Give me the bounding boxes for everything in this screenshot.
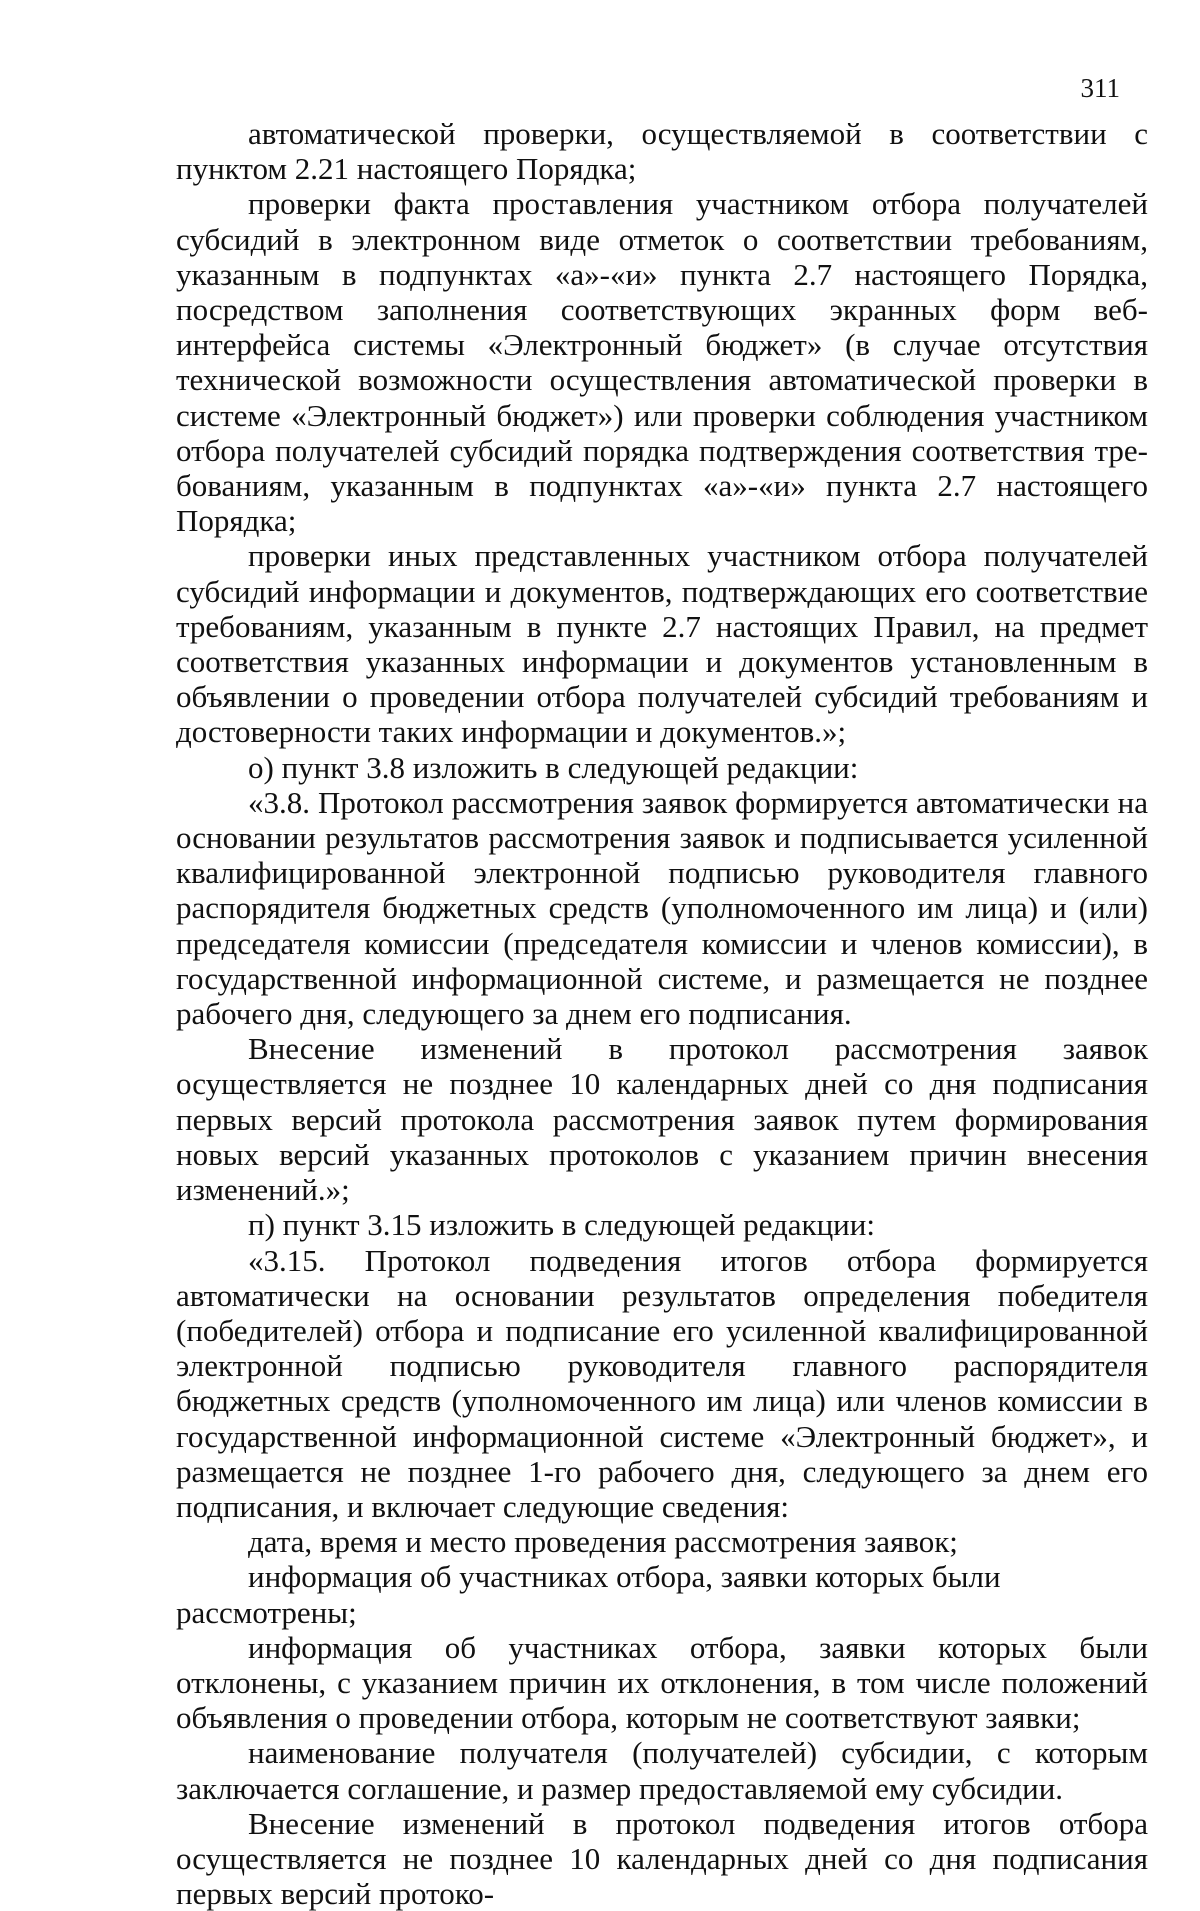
paragraph-requirements-marks-check: проверки факта проставления участником отбора получателей субсидий в электронном виде отметок о соответствии требованиям, указанным в подпунктах «а»-«и» пункта 2.7 настоящего Порядка, посредством заполнения соответствующих экранных форм веб-интерфейса системы «Электронный бюджет» (в случае отсутствия технической возможности осуществления автоматической проверки в системе «Электронный бюджет») или проверки соблюдения участником отбора получателей субсидий порядка подтверждения соответствия требованиям, указанным в подпунктах «а»-«и» пункта 2.7 настоящего Порядка; (176, 186, 1148, 539)
list-item-recipient-name: наименование получателя (получателей) субсидии, с которым заключается соглашение, и размер предоставляемой ему субсидии. (176, 1735, 1148, 1806)
page-number: 311 (1080, 73, 1120, 103)
paragraph-3-8-protocol: «3.8. Протокол рассмотрения заявок формируется автоматически на основании результатов рассмотрения заявок и подписывается усиленной квалифицированной электронной подписью руководителя главного распорядителя бюджетных средств (уполномоченного им лица) и (или) председателя комиссии (председателя комиссии и членов комиссии), в государственной информационной системе, и размещается не позднее рабочего дня, следующего за днем его подписания. (176, 784, 1148, 1032)
paragraph-3-15-amendments: Внесение изменений в протокол подведения итогов отбора осуществляется не позднее 10 календарных дней со дня подписания первых версий протоко- (176, 1805, 1148, 1911)
list-item-reviewed-participants: информация об участниках отбора, заявки которых были рассмотрены; (176, 1559, 1001, 1630)
list-item-rejected-participants: информация об участниках отбора, заявки которых были отклонены, с указанием причин их отклонения, в том числе положений объявления о проведении отбора, которым не соответствуют заявки; (176, 1629, 1148, 1736)
document-body (176, 116, 1148, 1911)
paragraph-automatic-check: автоматической проверки, осуществляемой в соответствии с пунктом 2.21 настоящего Порядка; (176, 116, 1148, 187)
paragraph-clause-p: п) пункт 3.15 изложить в следующей редакции: (248, 1207, 875, 1243)
paragraph-3-15-protocol: «3.15. Протокол подведения итогов отбора формируется автоматически на основании результатов определения победителя (победителей) отбора и подписание его усиленной квалифицированной электронной подписью руководителя главного распорядителя бюджетных средств (уполномоченного им лица) или членов комиссии в государственной информационной системе «Электронный бюджет», и размещается не позднее 1-го рабочего дня, следующего за днем его подписания, и включает следующие сведения: (176, 1242, 1148, 1524)
paragraph-other-documents-check: проверки иных представленных участником отбора получателей субсидий информации и документов, подтверждающих его соответствие требованиям, указанным в пункте 2.7 настоящих Правил, на предмет соответствия указанных информации и документов установленным в объявлении о проведении отбора получателей субсидий требованиям и достоверности таких информации и документов.»; (176, 538, 1148, 750)
paragraph-3-8-amendments: Внесение изменений в протокол рассмотрения заявок осуществляется не позднее 10 календарных дней со дня подписания первых версий протокола рассмотрения заявок путем формирования новых версий указанных протоколов с указанием причин внесения изменений.»; (176, 1031, 1148, 1208)
paragraph-clause-o: о) пункт 3.8 изложить в следующей редакции: (248, 749, 859, 785)
list-item-date-time-place: дата, время и место проведения рассмотрения заявок; (248, 1524, 958, 1560)
